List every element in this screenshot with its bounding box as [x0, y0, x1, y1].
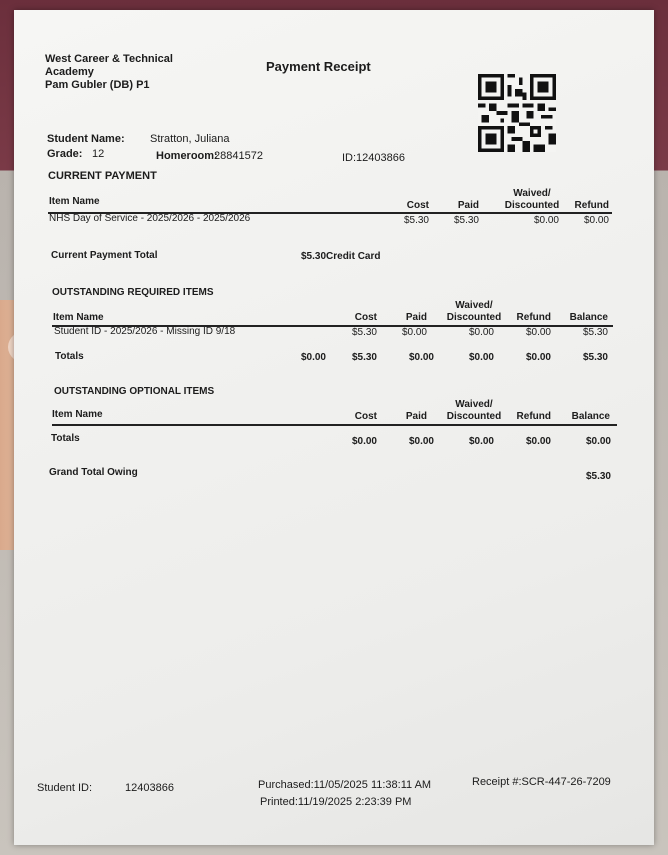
homeroom-label: Homeroom:	[156, 150, 218, 162]
opt-header-waived-1: Waived/	[455, 399, 493, 410]
req-row-balance: $5.30	[582, 327, 608, 338]
opt-totals-waived: $0.00	[468, 436, 494, 447]
student-name-label: Student Name:	[47, 133, 125, 145]
opt-totals-paid: $0.00	[408, 436, 434, 447]
req-row-paid: $0.00	[401, 327, 427, 338]
req-header-item: Item Name	[53, 312, 104, 323]
opt-header-waived-2: Discounted	[446, 411, 502, 422]
opt-totals-refund: $0.00	[525, 436, 551, 447]
opt-header-paid: Paid	[405, 411, 427, 422]
req-row-cost: $5.30	[351, 327, 377, 338]
footer-student-id: 12403866	[125, 782, 174, 794]
required-heading: OUTSTANDING REQUIRED ITEMS	[52, 287, 214, 298]
cp-row-item: NHS Day of Service - 2025/2026 - 2025/2026	[49, 213, 251, 224]
opt-header-rule	[52, 424, 617, 426]
req-totals-waived: $0.00	[468, 352, 494, 363]
req-totals-pre: $0.00	[300, 352, 326, 363]
cp-total-label: Current Payment Total	[51, 250, 158, 261]
student-name: Stratton, Juliana	[150, 133, 230, 145]
grand-total-value: $5.30	[585, 471, 611, 482]
opt-header-balance: Balance	[571, 411, 610, 422]
req-header-cost: Cost	[354, 312, 377, 323]
opt-header-cost: Cost	[354, 411, 377, 422]
req-row-refund: $0.00	[525, 327, 551, 338]
cp-row-cost: $5.30	[403, 215, 429, 226]
cp-header-cost: Cost	[406, 200, 429, 211]
grade-label: Grade:	[47, 148, 83, 160]
req-header-refund: Refund	[516, 312, 551, 323]
opt-totals-label: Totals	[51, 433, 80, 444]
cp-row-refund: $0.00	[583, 215, 609, 226]
teacher-period: Pam Gubler (DB) P1	[45, 79, 150, 91]
grand-total-label: Grand Total Owing	[49, 467, 138, 478]
req-totals-balance: $5.30	[582, 352, 608, 363]
qr-code-icon	[478, 72, 556, 154]
cp-row-paid: $5.30	[453, 215, 479, 226]
receipt-paper	[14, 10, 654, 845]
opt-header-item: Item Name	[52, 409, 103, 420]
footer-receipt-number: Receipt #:SCR-447-26-7209	[472, 776, 611, 788]
page-title: Payment Receipt	[266, 59, 371, 74]
req-header-waived-1: Waived/	[455, 300, 493, 311]
opt-header-refund: Refund	[516, 411, 551, 422]
cp-row-waived: $0.00	[533, 215, 559, 226]
cp-header-refund: Refund	[574, 200, 609, 211]
req-totals-paid: $0.00	[408, 352, 434, 363]
grade-value: 12	[92, 148, 105, 160]
req-row-item: Student ID - 2025/2026 - Missing ID 9/18	[54, 326, 236, 337]
school-name-line2: Academy	[45, 66, 94, 78]
footer-student-id-label: Student ID:	[37, 782, 93, 794]
cp-header-waived-1: Waived/	[513, 188, 551, 199]
optional-heading: OUTSTANDING OPTIONAL ITEMS	[54, 386, 215, 397]
cp-header-paid: Paid	[457, 200, 479, 211]
cp-total-value: $5.30Credit Card	[301, 251, 381, 262]
school-name-line1: West Career & Technical	[45, 53, 173, 65]
opt-totals-balance: $0.00	[585, 436, 611, 447]
opt-totals-cost: $0.00	[351, 436, 377, 447]
req-totals-label: Totals	[55, 351, 84, 362]
footer-printed: Printed:11/19/2025 2:23:39 PM	[260, 796, 412, 808]
req-header-balance: Balance	[569, 312, 608, 323]
homeroom-value: 28841572	[214, 150, 263, 162]
req-header-paid: Paid	[405, 312, 427, 323]
req-totals-cost: $5.30	[351, 352, 377, 363]
req-row-waived: $0.00	[468, 327, 494, 338]
cp-header-item: Item Name	[49, 196, 100, 207]
req-header-waived-2: Discounted	[446, 312, 502, 323]
cp-header-waived-2: Discounted	[504, 200, 560, 211]
student-id-top: ID:12403866	[342, 152, 405, 164]
footer-purchased: Purchased:11/05/2025 11:38:11 AM	[258, 779, 432, 791]
current-payment-heading: CURRENT PAYMENT	[48, 170, 157, 182]
req-totals-refund: $0.00	[525, 352, 551, 363]
